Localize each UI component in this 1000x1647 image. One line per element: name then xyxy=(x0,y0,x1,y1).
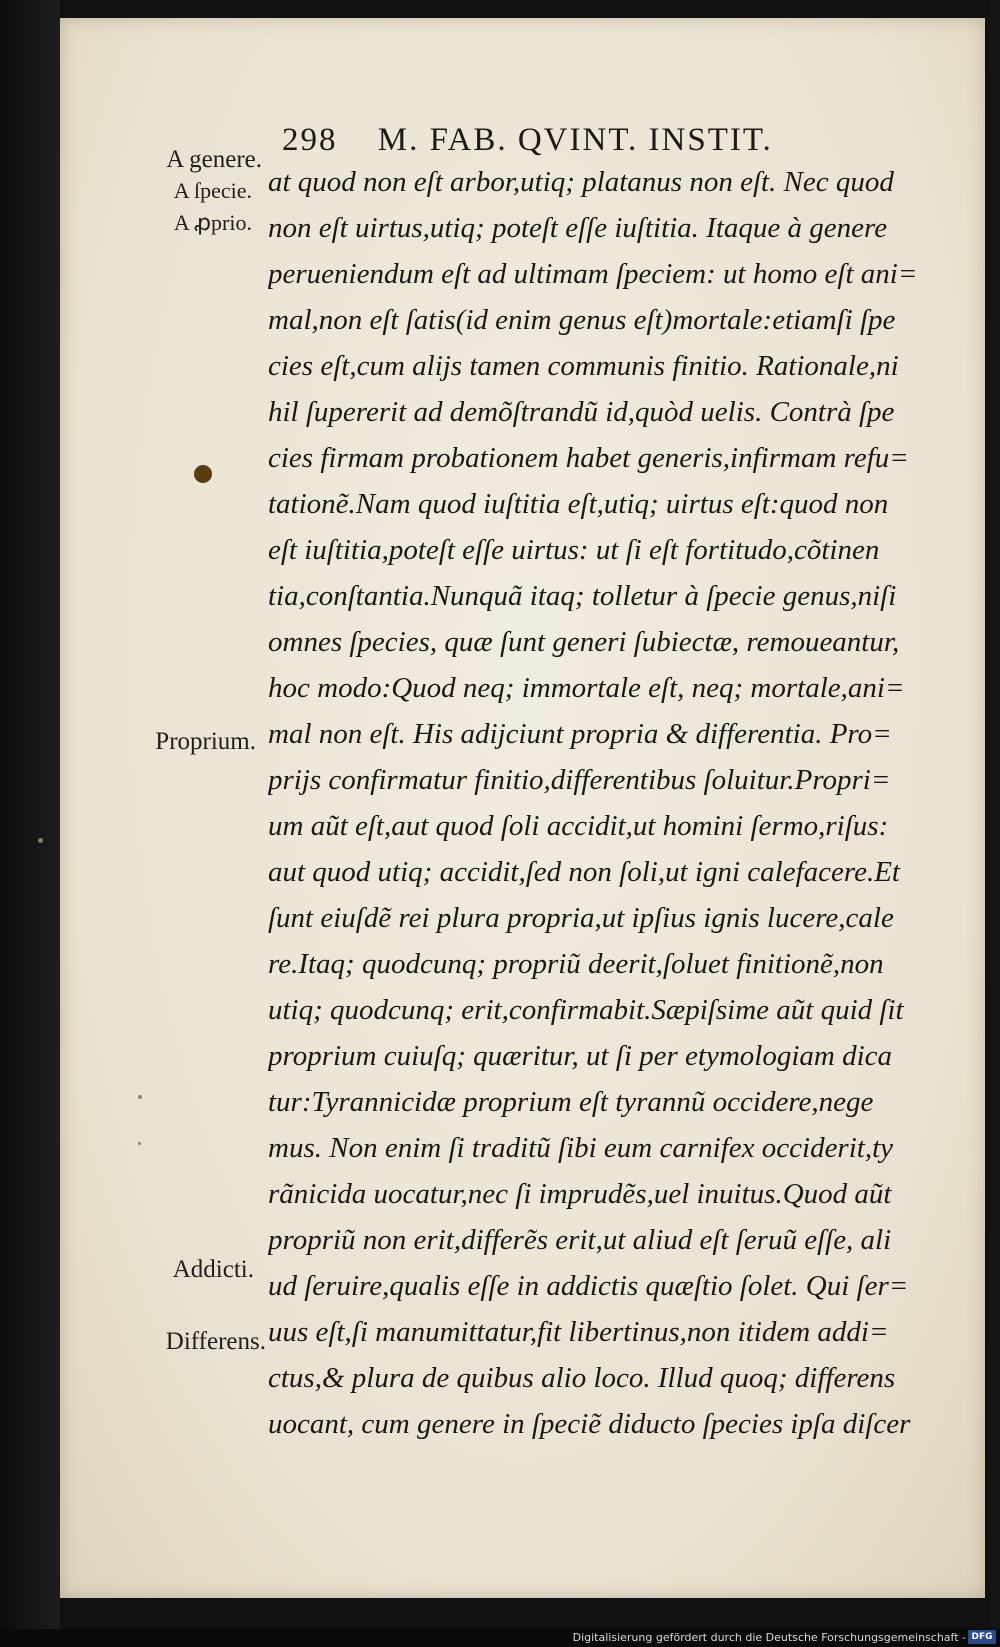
dfg-logo: DFG xyxy=(968,1630,996,1644)
text-line: cies eſt,cum alijs tamen communis finitio. Rationale,ni xyxy=(268,350,899,382)
text-line: mus. Non enim ſi traditũ ſibi eum carnifex occiderit,ty xyxy=(268,1132,894,1164)
right-edge-shadow xyxy=(990,0,1000,1647)
text-line: aut quod utiq; accidit,ſed non ſoli,ut igni calefacere.Et xyxy=(268,856,900,888)
paper-speck xyxy=(138,1142,141,1145)
text-line: eſt iuſtitia,poteſt eſſe uirtus: ut ſi eſt fortitudo,cõtinen xyxy=(268,534,880,566)
text-line: re.Itaq; quodcunq; propriũ deerit,ſoluet finitionẽ,non xyxy=(268,948,884,980)
text-line: non eſt uirtus,utiq; poteſt eſſe iuſtitia. Itaque à genere xyxy=(268,212,888,244)
margin-note-addicti: Addicti. xyxy=(172,1256,254,1283)
text-line: rãnicida uocatur,nec ſi imprudẽs,uel inuitus.Quod aũt xyxy=(268,1178,892,1210)
text-line: tia,conſtantia.Nunquã itaq; tolletur à ſpecie genus,niſi xyxy=(268,580,897,612)
running-title: M. FAB. QVINT. INSTIT. xyxy=(377,122,773,158)
ink-blot xyxy=(194,465,212,483)
paper-speck xyxy=(138,1095,142,1099)
text-line: ſunt eiuſdẽ rei plura propria,ut ipſius ignis lucere,cale xyxy=(268,902,894,934)
text-line: ctus,& plura de quibus alio loco. Illud quoq; differens xyxy=(268,1362,896,1394)
paper-speck xyxy=(38,838,43,843)
text-line: tationẽ.Nam quod iuſtitia eſt,utiq; uirtus eſt:quod non xyxy=(268,488,889,520)
text-line: uocant, cum genere in ſpeciẽ diducto ſpecies ipſa diſcer xyxy=(268,1408,911,1440)
margin-note-a-genere: A genere. xyxy=(166,146,262,173)
page-number: 298 xyxy=(282,122,338,158)
text-line: omnes ſpecies, quæ ſunt generi ſubiectæ, remoueantur, xyxy=(268,626,900,658)
text-line: utiq; quodcunq; erit,confirmabit.Sæpiſsime aũt quid ſit xyxy=(268,994,904,1026)
text-line: prijs confirmatur finitio,differentibus ſoluitur.Propri= xyxy=(268,764,891,796)
book-gutter-shadow xyxy=(0,0,60,1647)
digitization-credit: Digitalisierung gefördert durch die Deutsche Forschungsgemeinschaft - xyxy=(572,1631,966,1644)
text-line: at quod non eſt arbor,utiq; platanus non eſt. Nec quod xyxy=(268,166,894,198)
margin-note-proprium: Proprium. xyxy=(155,728,256,755)
text-line: hil ſupererit ad demõſtrandũ id,quòd uelis. Contrà ſpe xyxy=(268,396,895,428)
text-line: ud ſeruire,qualis eſſe in addictis quæſtio ſolet. Qui ſer= xyxy=(268,1270,909,1302)
running-head xyxy=(282,122,773,159)
text-line: proprium cuiuſq; quæritur, ut ſi per etymologiam dica xyxy=(268,1040,893,1072)
text-line: propriũ non erit,differẽs erit,ut aliud eſt ſeruũ eſſe, ali xyxy=(268,1224,892,1256)
text-line: mal,non eſt ſatis(id enim genus eſt)mortale:etiamſi ſpe xyxy=(268,304,896,336)
text-line: hoc modo:Quod neq; immortale eſt, neq; mortale,ani= xyxy=(268,672,905,704)
text-line: tur:Tyrannicidæ proprium eſt tyrannũ occidere,nege xyxy=(268,1086,874,1118)
text-line: perueniendum eſt ad ultimam ſpeciem: ut homo eſt ani= xyxy=(268,258,918,290)
text-line: um aũt eſt,aut quod ſoli accidit,ut homini ſermo,riſus: xyxy=(268,810,889,842)
text-line: uus eſt,ſi manumittatur,fit libertinus,non itidem addi= xyxy=(268,1316,889,1348)
margin-note-differens: Differens. xyxy=(165,1328,266,1355)
margin-note-a-proprio: A ꝓprio. xyxy=(173,210,252,235)
text-line: mal non eſt. His adijciunt propria & differentia. Pro= xyxy=(268,718,892,750)
text-line: cies firmam probationem habet generis,infirmam refu= xyxy=(268,442,909,474)
margin-note-a-specie: A ſpecie. xyxy=(173,178,252,203)
